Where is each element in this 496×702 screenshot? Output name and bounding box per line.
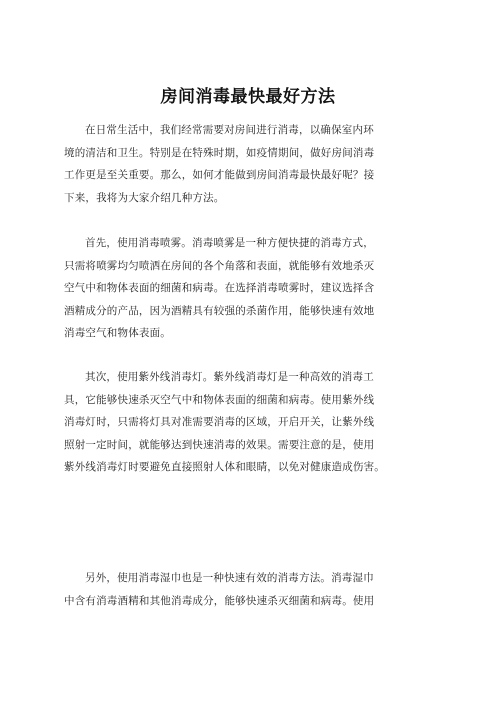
paragraph-line: 在日常生活中，我们经常需要对房间进行消毒，以确保室内环 [85,124,374,136]
document-title: 房间消毒最快最好方法 [160,87,336,107]
paragraph-line: 具，它能够快速杀灭空气中和物体表面的细菌和病毒。使用紫外线 [64,393,375,406]
paragraph-line: 紫外线消毒灯时要避免直接照射人体和眼睛，以免对健康造成伤害。 [64,461,385,473]
paragraph-line: 首先，使用消毒喷雾。消毒喷雾是一种方便快捷的消毒方式， [85,237,374,249]
paragraph-line: 下来，我将为大家介绍几种方法。 [64,191,225,204]
paragraph-line: 消毒空气和物体表面。 [64,327,171,339]
paragraph-4 [64,567,444,612]
paragraph-line: 空气中和物体表面的细菌和病毒。在选择消毒喷雾时，建议选择含 [64,282,375,294]
paragraph-line: 只需将喷雾均匀喷洒在房间的各个角落和表面，就能够有效地杀灭 [64,259,375,272]
paragraph-line: 另外，使用消毒湿巾也是一种快速有效的消毒方法。消毒湿巾 [85,572,374,584]
paragraph-2 [64,232,444,345]
paragraph-line: 中含有消毒酒精和其他消毒成分，能够快速杀灭细菌和病毒。使用 [64,594,375,607]
paragraph-line: 工作更是至关重要。那么，如何才能做到房间消毒最快最好呢？接 [64,169,375,181]
paragraph-1 [64,119,444,209]
paragraph-line: 酒精成分的产品，因为酒精具有较强的杀菌作用，能够快速有效地 [64,304,375,317]
paragraph-line: 境的清洁和卫生。特别是在特殊时期，如疫情期间，做好房间消毒 [64,146,375,159]
paragraph-line: 其次，使用紫外线消毒灯。紫外线消毒灯是一种高效的消毒工 [85,371,374,383]
paragraph-line: 消毒灯时，只需将灯具对准需要消毒的区域，开启开关，让紫外线 [64,416,375,428]
paragraph-3 [64,366,444,479]
paragraph-line: 照射一定时间，就能够达到快速消毒的效果。需要注意的是，使用 [64,438,375,451]
